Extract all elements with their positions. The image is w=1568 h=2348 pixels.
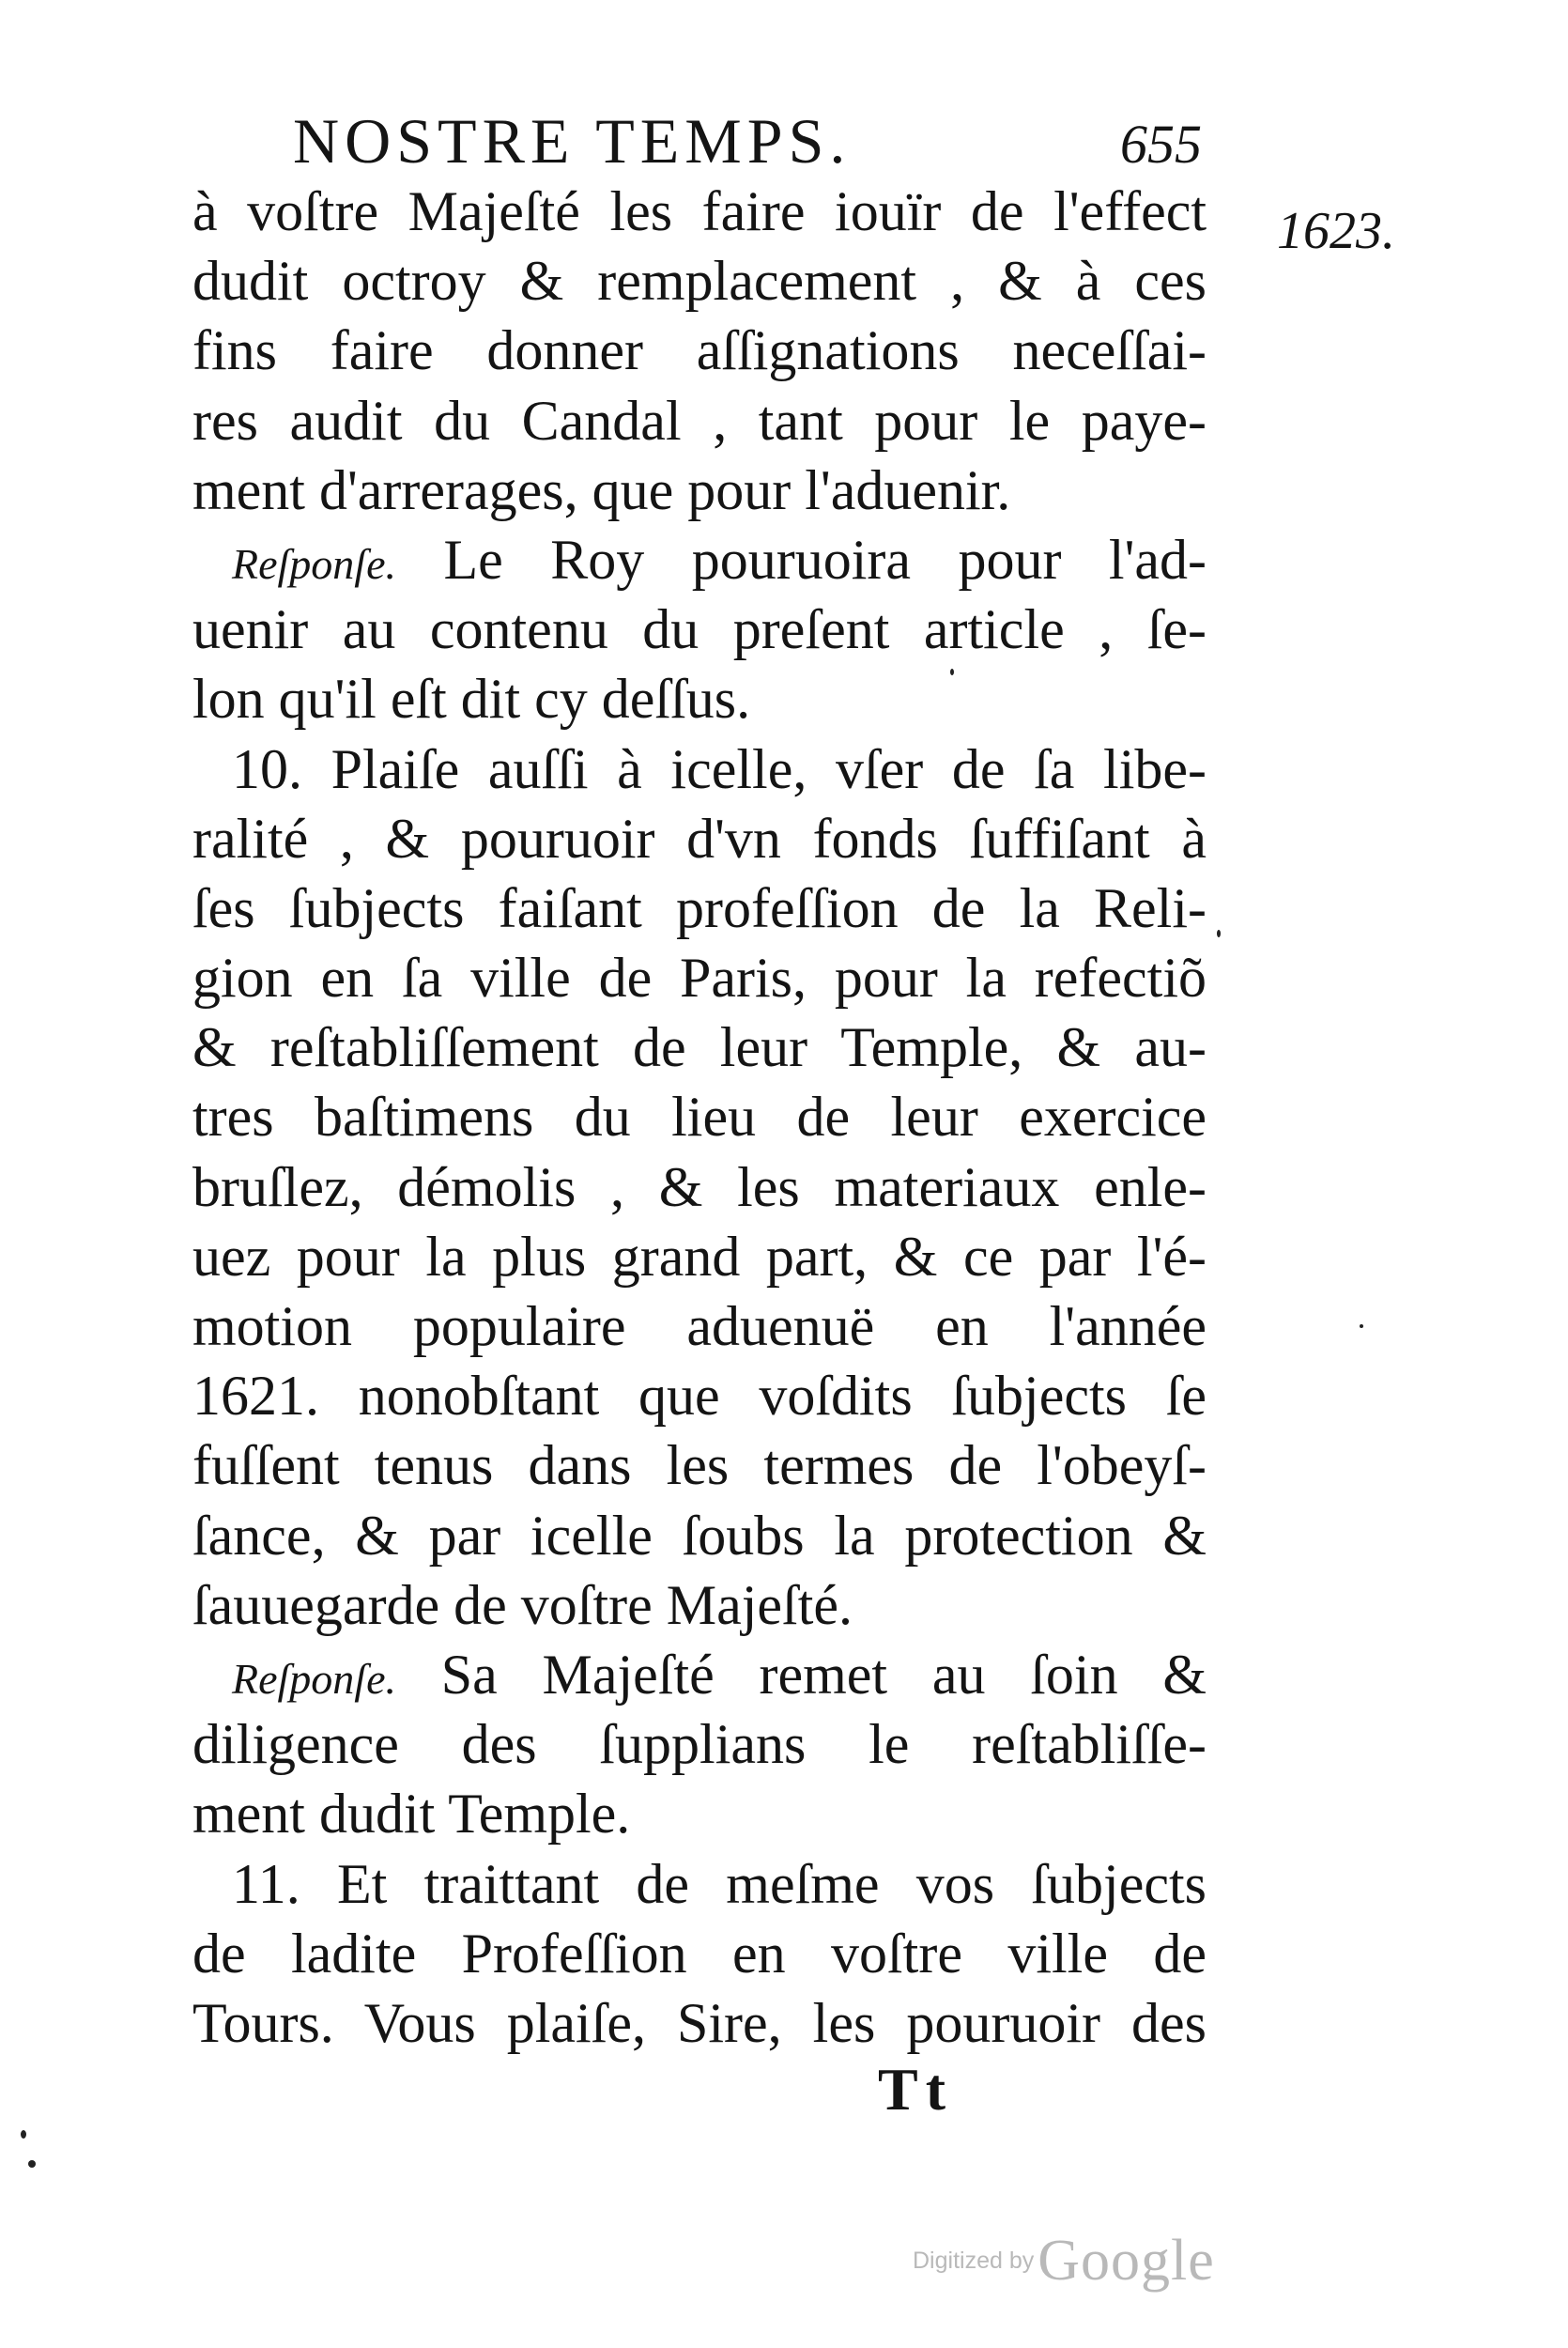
ink-speck (1217, 930, 1221, 937)
text-line: fuſſent tenus dans les termes de l'obeyſ- (192, 1434, 1207, 1497)
text-line: tres baſtimens du lieu de leur exercice (192, 1086, 1207, 1149)
text-line: dudit octroy & remplacement , & à ces (192, 250, 1207, 313)
signature-mark: Tt (878, 2056, 953, 2123)
response-label: Reſponſe. (232, 1654, 396, 1703)
text-line: diligence des ſupplians le reſtabliſſe- (192, 1713, 1207, 1776)
ink-speck (28, 2160, 36, 2168)
body-text (192, 177, 1207, 2058)
text-line: ment d'arrerages, que pour l'aduenir. (192, 458, 1011, 521)
text-line: bruſlez, démolis , & les materiaux enle- (192, 1155, 1207, 1218)
text-line: lon qu'il eſt dit cy deſſus. (192, 668, 751, 731)
text-line: à voſtre Majeſté les faire iouïr de l'effect (192, 180, 1207, 242)
text-line: de ladite Profeſſion en voſtre ville de (192, 1922, 1207, 1985)
article-10-first-line: 10. Plaiſe auſſi à icelle, vſer de ſa libe- (232, 737, 1207, 800)
response-label: Reſponſe. (232, 539, 396, 588)
running-head: NOSTRE TEMPS. (293, 105, 852, 177)
response-line (192, 1640, 1207, 1709)
page-number: 655 (1120, 114, 1202, 175)
watermark-logo: Google (1038, 2229, 1215, 2293)
text-line: fins faire donner aſſignations neceſſai- (192, 319, 1207, 382)
text-line: uenir au contenu du preſent article , ſe- (192, 598, 1207, 661)
text-line: gion en ſa ville de Paris, pour la refectiõ (192, 947, 1207, 1010)
text-line: ralité , & pouruoir d'vn fonds ſuffiſant à (192, 807, 1207, 870)
text-line: & reſtabliſſement de leur Temple, & au- (192, 1016, 1207, 1079)
text-line: res audit du Candal , tant pour le paye- (192, 389, 1207, 452)
response-line (192, 525, 1207, 595)
ink-speck (950, 669, 954, 675)
article-11-first-line: 11. Et traittant de meſme vos ſubjects (232, 1852, 1207, 1915)
text-line: ſance, & par icelle ſoubs la protection & (192, 1504, 1207, 1567)
text-line: ſes ſubjects faiſant profeſſion de la Reli- (192, 876, 1207, 939)
margin-note-year: 1623. (1277, 202, 1395, 260)
digitized-watermark (913, 2228, 1215, 2294)
text-line: motion populaire aduenuë en l'année (192, 1295, 1207, 1357)
watermark-prefix: Digitized by (913, 2248, 1035, 2274)
text-line: ſauuegarde de voſtre Majeſté. (192, 1573, 853, 1636)
text-line: ment dudit Temple. (192, 1783, 631, 1846)
text-line: Tours. Vous plaiſe, Sire, les pouruoir des (192, 1991, 1207, 2054)
ink-speck (1360, 1324, 1363, 1328)
text-line: 1621. nonobſtant que voſdits ſubjects ſe (192, 1365, 1207, 1428)
ink-speck (21, 2130, 26, 2139)
text-line: uez pour la plus grand part, & ce par l'é- (192, 1225, 1207, 1288)
response-text: Sa Majeſté remet au ſoin & (396, 1643, 1207, 1706)
response-text: Le Roy pouruoira pour l'ad- (396, 528, 1207, 591)
